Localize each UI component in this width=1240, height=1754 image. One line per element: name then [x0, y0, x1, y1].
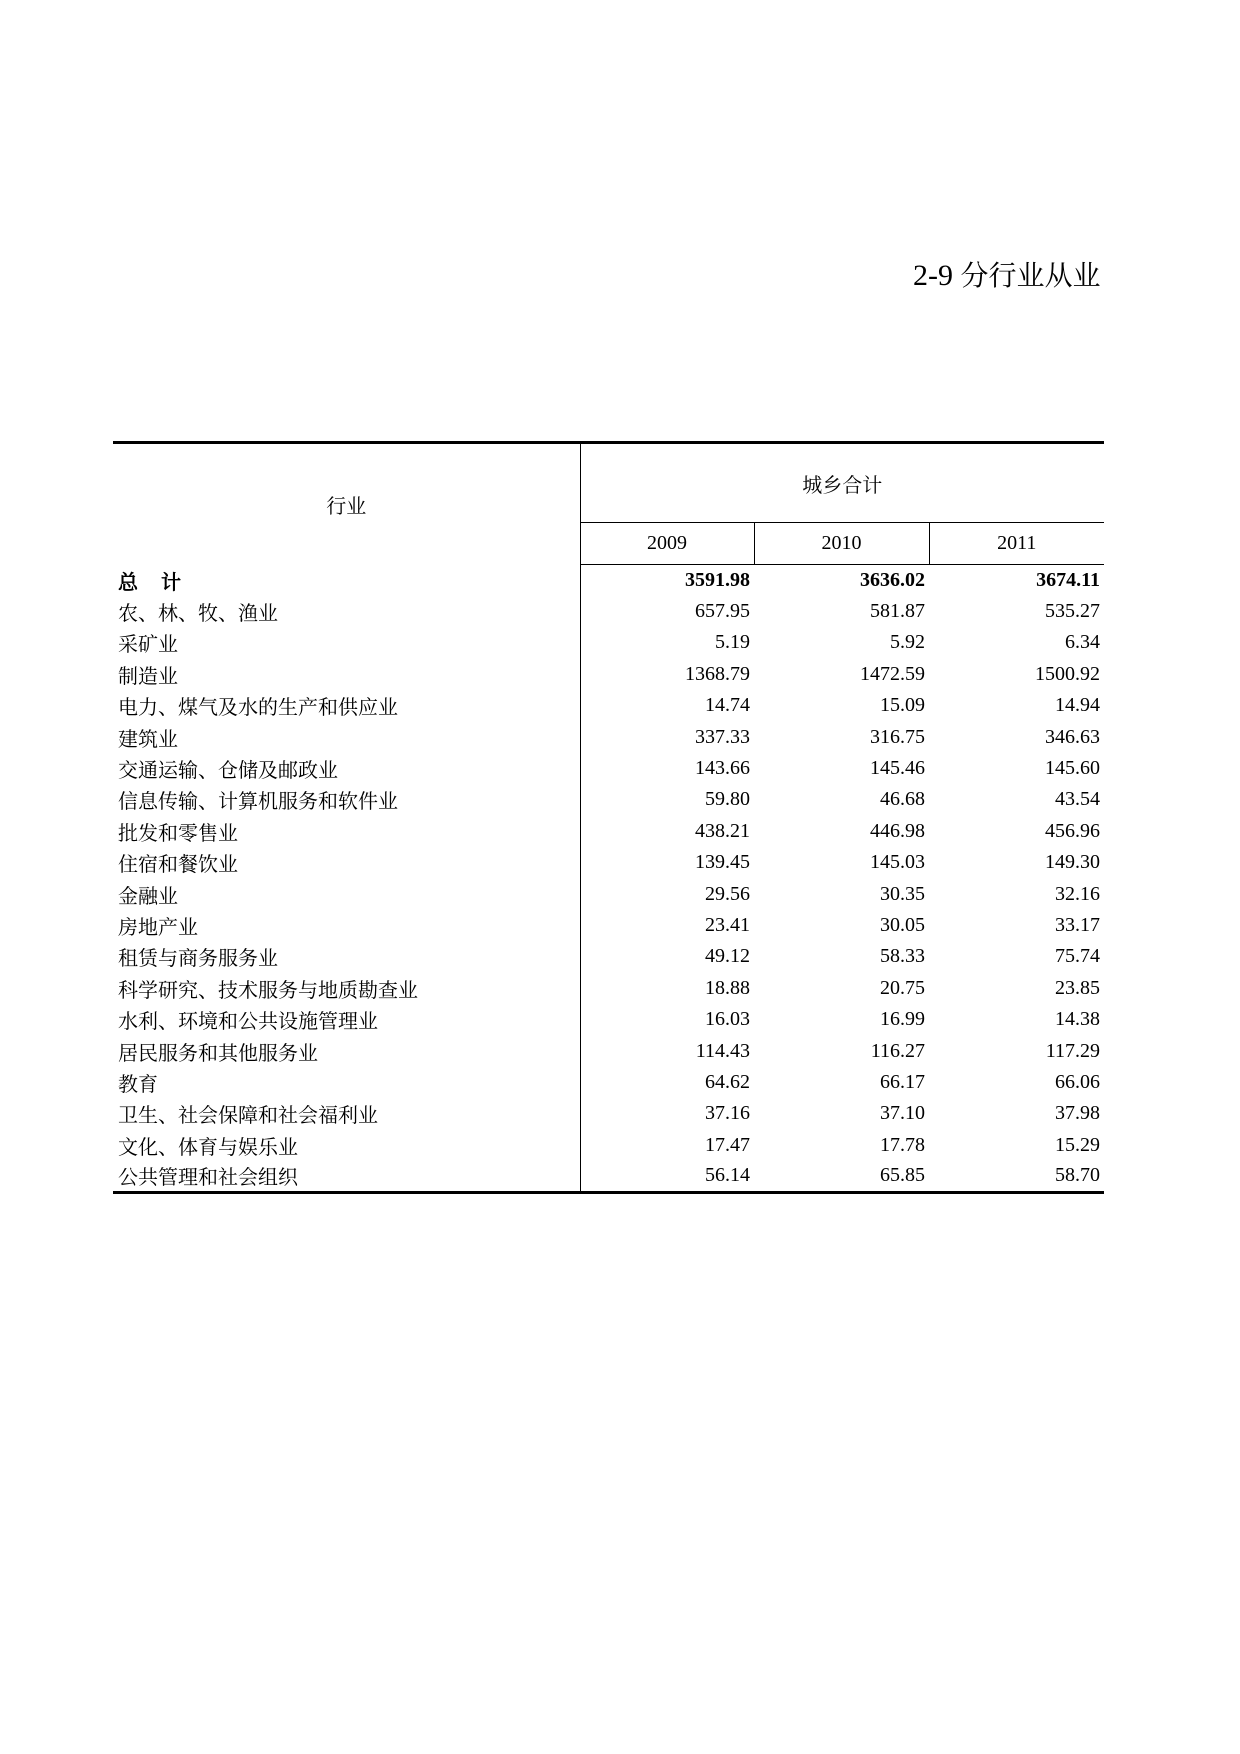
table-row [113, 1161, 1104, 1192]
value-2011: 15.29 [1055, 1133, 1101, 1156]
value-2011: 149.30 [1045, 851, 1101, 874]
table-number: 2-9 [913, 259, 953, 292]
table-row [113, 690, 1104, 721]
value-2010: 116.27 [870, 1039, 925, 1062]
industry-name: 水利、环境和公共设施管理业 [113, 1004, 580, 1035]
value-2009: 17.47 [705, 1133, 750, 1156]
value-2009: 3591.98 [685, 568, 750, 591]
industry-name: 农、林、牧、渔业 [113, 596, 580, 627]
table-row [113, 659, 1104, 690]
urban-rural-total-header: 城乡合计 [580, 443, 1104, 523]
year-header-2011: 2011 [929, 523, 1104, 565]
value-2009: 438.21 [695, 819, 750, 842]
value-2010: 145.46 [870, 757, 925, 780]
value-2010: 145.03 [870, 851, 925, 874]
industry-name: 租赁与商务服务业 [113, 941, 580, 972]
value-2009: 139.45 [695, 851, 750, 874]
industry-name: 交通运输、仓储及邮政业 [113, 753, 580, 784]
value-2010: 316.75 [870, 725, 925, 748]
value-2011: 58.70 [1055, 1164, 1101, 1187]
industry-name: 文化、体育与娱乐业 [113, 1130, 580, 1161]
table-row [113, 753, 1104, 784]
value-2010: 16.99 [880, 1008, 925, 1031]
value-2009: 5.19 [715, 631, 750, 654]
industry-name: 信息传输、计算机服务和软件业 [113, 784, 580, 815]
industry-name: 批发和零售业 [113, 816, 580, 847]
total-row [113, 565, 1104, 596]
table-row [113, 596, 1104, 627]
industry-name: 采矿业 [113, 627, 580, 658]
industry-name: 卫生、社会保障和社会福利业 [113, 1098, 580, 1129]
table-row [113, 784, 1104, 815]
value-2009: 16.03 [705, 1008, 750, 1031]
value-2010: 46.68 [880, 788, 925, 811]
table-row [113, 1130, 1104, 1161]
value-2010: 5.92 [890, 631, 925, 654]
industry-name: 电力、煤气及水的生产和供应业 [113, 690, 580, 721]
table-row [113, 1035, 1104, 1066]
industry-name: 总 计 [113, 565, 580, 596]
industry-column-header: 行业 [113, 443, 580, 565]
table-row [113, 1004, 1104, 1035]
value-2011: 14.94 [1055, 694, 1101, 717]
value-2009: 56.14 [705, 1164, 750, 1187]
industry-name: 房地产业 [113, 910, 580, 941]
year-header-2009: 2009 [580, 523, 754, 565]
value-2011: 456.96 [1045, 819, 1101, 842]
value-2010: 1472.59 [860, 662, 925, 685]
value-2011: 1500.92 [1035, 662, 1101, 685]
table-row [113, 1098, 1104, 1129]
value-2011: 33.17 [1055, 913, 1101, 936]
value-2011: 3674.11 [1036, 568, 1101, 591]
value-2010: 446.98 [870, 819, 925, 842]
industry-name: 金融业 [113, 878, 580, 909]
value-2011: 23.85 [1055, 976, 1101, 999]
industry-name: 住宿和餐饮业 [113, 847, 580, 878]
value-2010: 20.75 [880, 976, 925, 999]
value-2010: 17.78 [880, 1133, 925, 1156]
value-2010: 65.85 [880, 1164, 925, 1187]
table-row [113, 721, 1104, 752]
value-2011: 117.29 [1045, 1039, 1101, 1062]
table-row [113, 941, 1104, 972]
table-row [113, 973, 1104, 1004]
value-2009: 37.16 [705, 1102, 750, 1125]
industry-name: 科学研究、技术服务与地质勘查业 [113, 973, 580, 1004]
industry-name: 公共管理和社会组织 [113, 1161, 580, 1192]
table-title-text: 分行业从业 [960, 259, 1101, 292]
page-title [913, 256, 1103, 296]
value-2011: 37.98 [1055, 1102, 1101, 1125]
value-2011: 535.27 [1045, 600, 1101, 623]
value-2009: 114.43 [695, 1039, 750, 1062]
value-2011: 75.74 [1055, 945, 1101, 968]
value-2009: 143.66 [695, 757, 750, 780]
table-row [113, 878, 1104, 909]
year-header-2010: 2010 [754, 523, 929, 565]
table-row [113, 816, 1104, 847]
value-2009: 59.80 [705, 788, 750, 811]
table-row [113, 1067, 1104, 1098]
value-2010: 37.10 [880, 1102, 925, 1125]
industry-name: 教育 [113, 1067, 580, 1098]
value-2009: 337.33 [695, 725, 750, 748]
value-2011: 43.54 [1055, 788, 1101, 811]
employment-by-industry-table [113, 441, 1104, 1194]
value-2010: 66.17 [880, 1070, 925, 1093]
value-2010: 58.33 [880, 945, 925, 968]
value-2010: 581.87 [870, 600, 925, 623]
value-2011: 14.38 [1055, 1008, 1101, 1031]
table-body [113, 565, 1104, 1193]
value-2010: 30.05 [880, 913, 925, 936]
value-2011: 346.63 [1045, 725, 1101, 748]
value-2011: 32.16 [1055, 882, 1101, 905]
table-row [113, 910, 1104, 941]
industry-name: 制造业 [113, 659, 580, 690]
value-2010: 30.35 [880, 882, 925, 905]
industry-name: 居民服务和其他服务业 [113, 1035, 580, 1066]
value-2009: 657.95 [695, 600, 750, 623]
value-2009: 49.12 [705, 945, 750, 968]
value-2010: 3636.02 [860, 568, 925, 591]
table-row [113, 847, 1104, 878]
value-2009: 1368.79 [685, 662, 750, 685]
value-2011: 66.06 [1055, 1070, 1101, 1093]
value-2009: 14.74 [705, 694, 750, 717]
value-2009: 64.62 [705, 1070, 750, 1093]
value-2011: 6.34 [1065, 631, 1101, 654]
value-2009: 23.41 [705, 913, 750, 936]
value-2009: 29.56 [705, 882, 750, 905]
industry-name: 建筑业 [113, 721, 580, 752]
table-row [113, 627, 1104, 658]
value-2011: 145.60 [1045, 757, 1101, 780]
value-2010: 15.09 [880, 694, 925, 717]
value-2009: 18.88 [705, 976, 750, 999]
